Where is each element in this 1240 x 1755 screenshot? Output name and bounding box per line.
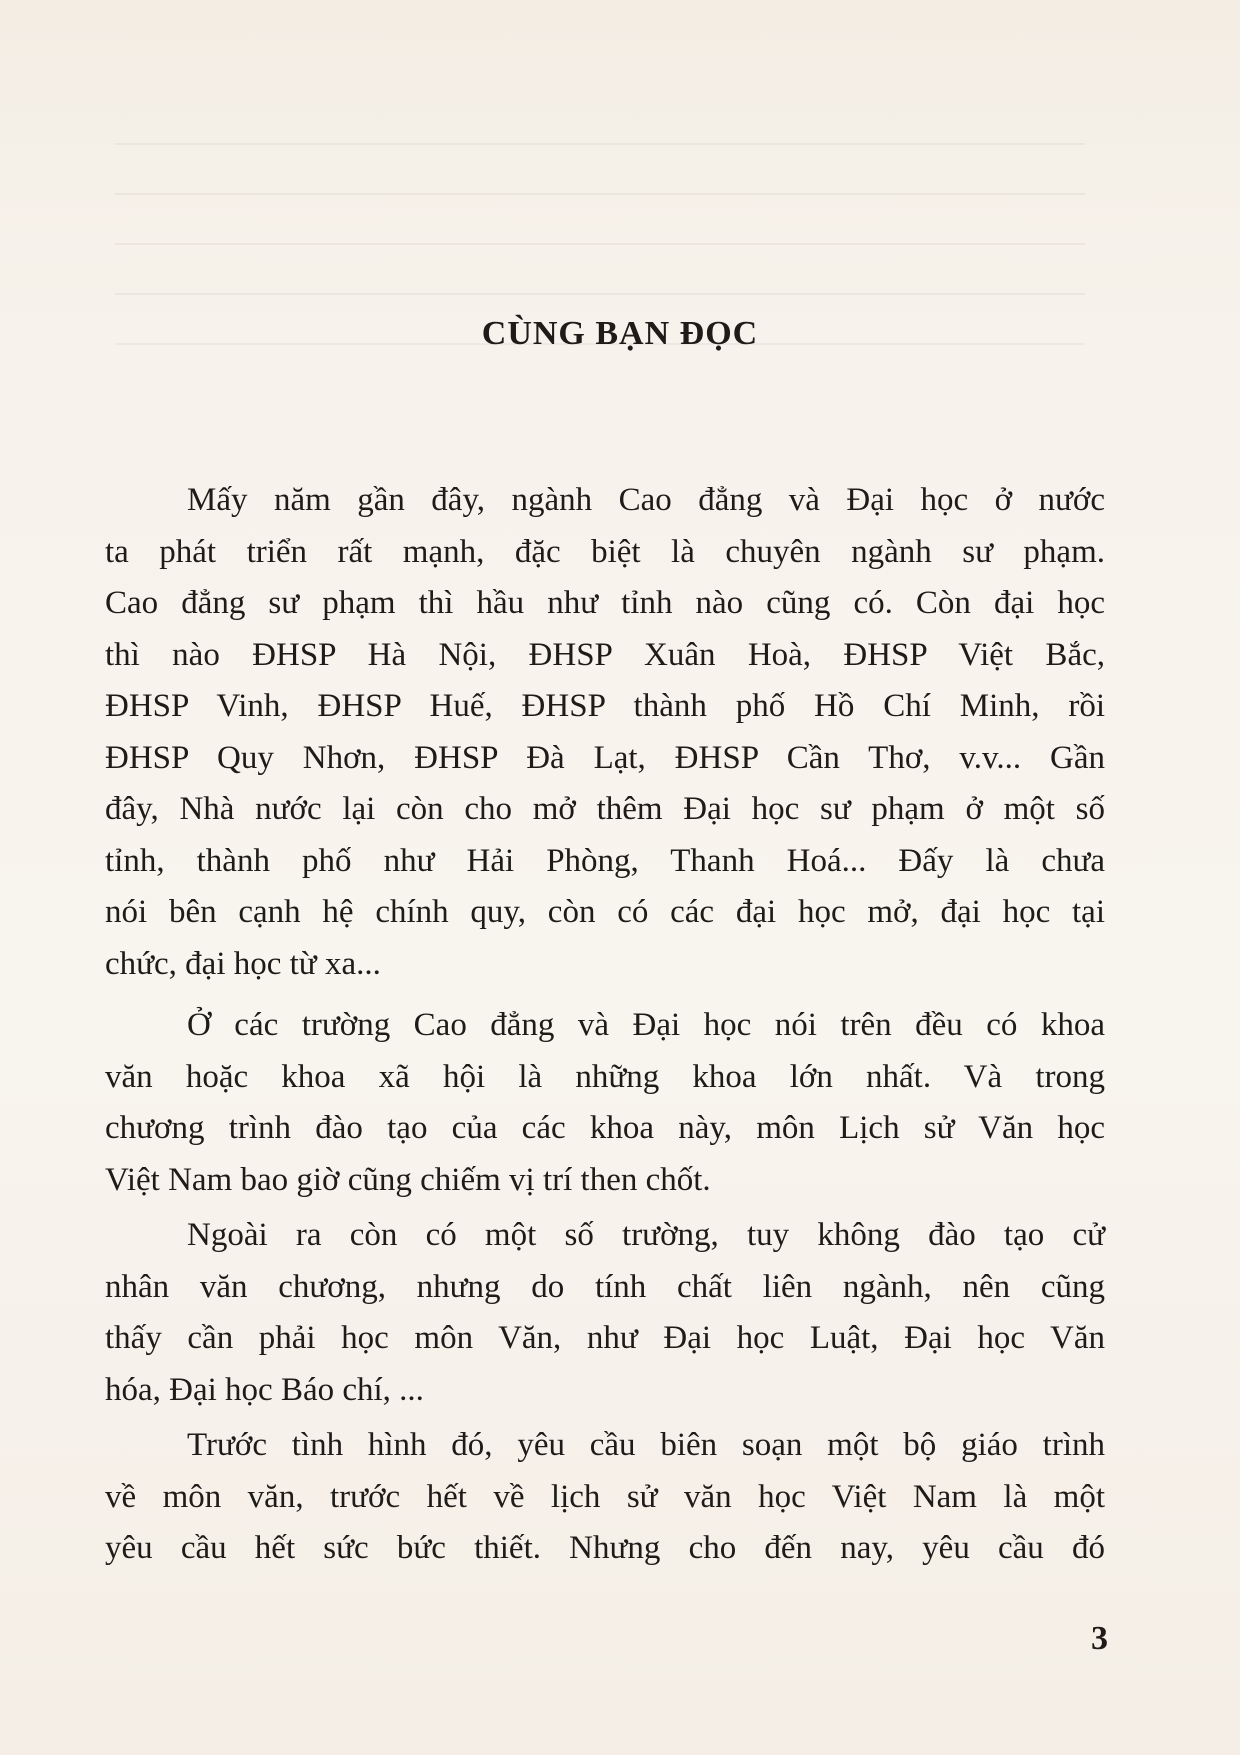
- paragraph-3: [105, 1210, 1105, 1416]
- text-line: ĐHSP Vinh, ĐHSP Huế, ĐHSP thành phố Hồ Chí Minh, rồi: [105, 688, 1105, 724]
- text-line: nói bên cạnh hệ chính quy, còn có các đại học mở, đại học tại: [105, 894, 1105, 930]
- text-line: ĐHSP Quy Nhơn, ĐHSP Đà Lạt, ĐHSP Cần Thơ, v.v... Gần: [105, 739, 1105, 776]
- text-line: Trước tình hình đó, yêu cầu biên soạn một bộ giáo trình: [187, 1427, 1105, 1463]
- text-line: chương trình đào tạo của các khoa này, môn Lịch sử Văn học: [105, 1110, 1105, 1146]
- text-line: Ngoài ra còn có một số trường, tuy không đào tạo cử: [187, 1217, 1105, 1253]
- paragraph-4: [105, 1420, 1105, 1575]
- text-line: về môn văn, trước hết về lịch sử văn học Việt Nam là một: [105, 1478, 1105, 1515]
- text-line: đây, Nhà nước lại còn cho mở thêm Đại học sư phạm ở một số: [105, 791, 1105, 827]
- text-line: Cao đẳng sư phạm thì hầu như tỉnh nào cũng có. Còn đại học: [105, 585, 1105, 621]
- text-line: văn hoặc khoa xã hội là những khoa lớn nhất. Và trong: [105, 1058, 1105, 1095]
- text-line: tỉnh, thành phố như Hải Phòng, Thanh Hoá... Đấy là chưa: [105, 842, 1105, 879]
- page-title: CÙNG BẠN ĐỌC: [481, 315, 759, 352]
- text-line: chức, đại học từ xa...: [105, 945, 381, 982]
- text-line: hóa, Đại học Báo chí, ...: [105, 1371, 424, 1408]
- text-line: thì nào ĐHSP Hà Nội, ĐHSP Xuân Hoà, ĐHSP Việt Bắc,: [105, 636, 1105, 673]
- text-line: Ở các trường Cao đẳng và Đại học nói trên đều có khoa: [187, 1007, 1105, 1043]
- text-line: thấy cần phải học môn Văn, như Đại học Luật, Đại học Văn: [105, 1320, 1105, 1356]
- text-line: Việt Nam bao giờ cũng chiếm vị trí then chốt.: [105, 1161, 711, 1198]
- paragraph-2: [105, 1000, 1105, 1206]
- paragraph-1: [105, 475, 1105, 990]
- page-number: 3: [1091, 1620, 1108, 1657]
- text-line: Mấy năm gần đây, ngành Cao đẳng và Đại học ở nước: [187, 482, 1105, 518]
- text-line: ta phát triển rất mạnh, đặc biệt là chuyên ngành sư phạm.: [105, 533, 1105, 570]
- text-line: yêu cầu hết sức bức thiết. Nhưng cho đến nay, yêu cầu đó: [105, 1530, 1105, 1566]
- text-line: nhân văn chương, nhưng do tính chất liên ngành, nên cũng: [105, 1268, 1105, 1305]
